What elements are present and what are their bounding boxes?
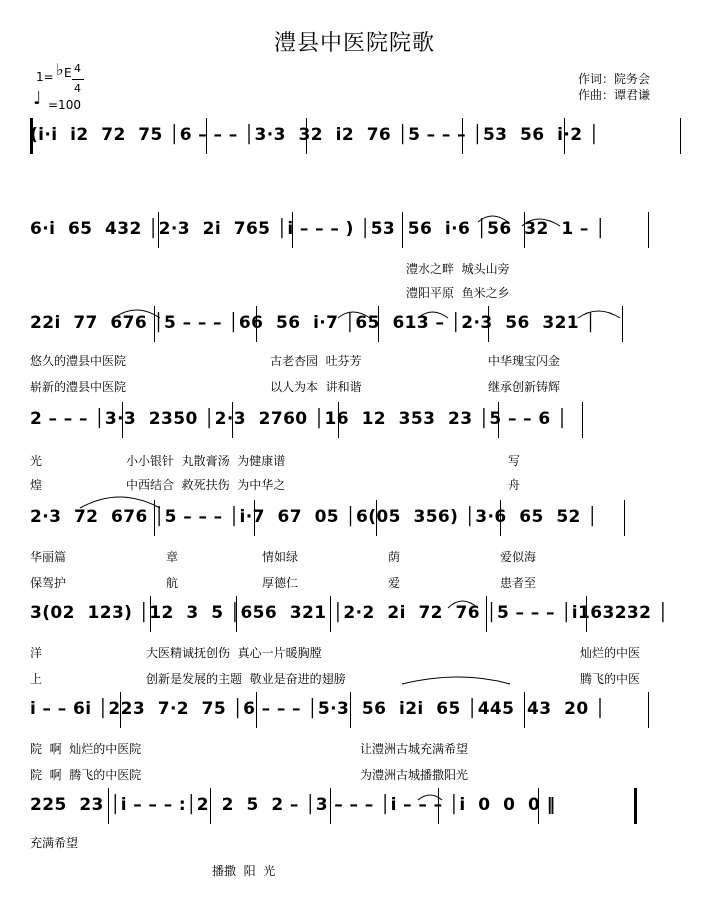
lyric-line: 崭新的澧县中医院: [30, 380, 127, 394]
composer-credit: 作曲：谭君谦: [578, 88, 651, 102]
notes: i – – 6i │223 7·2 75 │6 – – – │5·3 56 i2i 65 │445 43 20 │: [30, 699, 606, 719]
lyric-line: 舟: [508, 478, 521, 492]
tempo-value: =100: [48, 98, 81, 112]
lyric-line: 患者至: [500, 576, 537, 590]
lyric-line: 院 啊 腾飞的中医院: [30, 768, 142, 782]
notes: 3(02 123) │12 3 5 │656 321 │2·2 2i 72 76 │5 – – – │i163232 │: [30, 603, 669, 623]
slur-icon: [418, 795, 442, 800]
notes: 2·3 72 676 │5 – – – │i·7 67 05 │6(05 356) │3·6 65 52 │: [30, 507, 598, 527]
notes: 225 23 │i – – – :│2 2 5 2 – │3 – – – │i – – – │i 0 0 0 ‖: [30, 795, 556, 815]
lyric-line: 院 啊 灿烂的中医院: [30, 742, 142, 756]
lyric-line: 光: [30, 454, 43, 468]
lyricist-credit: 作词：院务会: [578, 72, 651, 86]
lyric-line: 厚德仁: [262, 576, 299, 590]
lyric-line: 保驾护: [30, 576, 67, 590]
notes: 22i 77 676 │5 – – – │66 56 i·7 │65 613 – │2·3 56 321 │: [30, 313, 596, 333]
lyric-line: 澧水之畔 城头山旁: [406, 262, 510, 276]
lyric-line: 小小银针 丸散膏汤 为健康谱: [126, 454, 286, 468]
slur-icon: [80, 497, 160, 508]
lyric-line: 充满希望: [30, 836, 79, 850]
lyric-line: 爱似海: [500, 550, 537, 564]
lyric-line: 悠久的澧县中医院: [30, 354, 127, 368]
page-title: 澧县中医院院歌: [273, 31, 435, 56]
time-signature-top: 4: [74, 62, 81, 75]
lyric-line: 以人为本 讲和谐: [270, 380, 362, 394]
slur-icon: [448, 601, 478, 608]
lyric-line: 中华瑰宝闪金: [488, 354, 561, 368]
slur-icon: [578, 311, 620, 318]
slur-icon: [402, 677, 510, 684]
lyric-line: 澧阳平原 鱼米之乡: [406, 286, 510, 300]
lyric-line: 洋: [30, 646, 43, 660]
lyric-line: 播撒 阳 光: [212, 864, 276, 878]
slur-icon: [522, 219, 560, 226]
lyric-line: 上: [30, 672, 43, 686]
notes: 6·i 65 432 │2·3 2i 765 │i – – – ) │53 56 i·6 │56 32 1 – │: [30, 219, 606, 239]
lyric-line: 为澧洲古城播撒阳光: [360, 768, 469, 782]
lyric-line: 继承创新铸辉: [488, 380, 561, 394]
lyric-line: 煌: [30, 478, 43, 492]
slur-icon: [418, 312, 448, 318]
slur-icon: [478, 216, 508, 222]
lyric-line: 华丽篇: [30, 550, 67, 564]
lyric-line: 爱: [388, 576, 401, 590]
slur-icon: [338, 312, 370, 318]
notes: 2 – – – │3·3 2350 │2·3 2760 │16 12 353 23 │5 – – 6 │: [30, 409, 568, 429]
time-signature-bottom: 4: [74, 82, 81, 95]
lyric-line: 大医精诚抚创伤 真心一片暖胸膛: [146, 646, 322, 660]
lyric-line: 章: [166, 550, 179, 564]
lyric-line: 腾飞的中医: [580, 672, 641, 686]
lyric-line: 让澧洲古城充满希望: [360, 742, 469, 756]
key-prefix: 1=: [36, 70, 54, 84]
lyric-line: 古老杏园 吐芬芳: [270, 354, 362, 368]
lyric-line: 灿烂的中医: [580, 646, 641, 660]
lyric-line: 写: [508, 454, 521, 468]
lyric-line: 航: [166, 576, 179, 590]
flat-icon: ♭: [56, 60, 64, 79]
lyric-line: 情如绿: [262, 550, 299, 564]
lyric-line: 荫: [388, 550, 401, 564]
lyric-line: 中西结合 救死扶伤 为中华之: [126, 478, 286, 492]
key-note: E: [64, 66, 72, 80]
notes: (i·i i2 72 75 │6 – – – │3·3 32 i2 76 │5 – – – │53 56 i·2 │: [30, 125, 600, 145]
quarter-note-icon: ♩: [33, 88, 42, 109]
slur-icon: [114, 310, 160, 318]
lyric-line: 创新是发展的主题 敬业是奋进的翅膀: [146, 672, 346, 686]
